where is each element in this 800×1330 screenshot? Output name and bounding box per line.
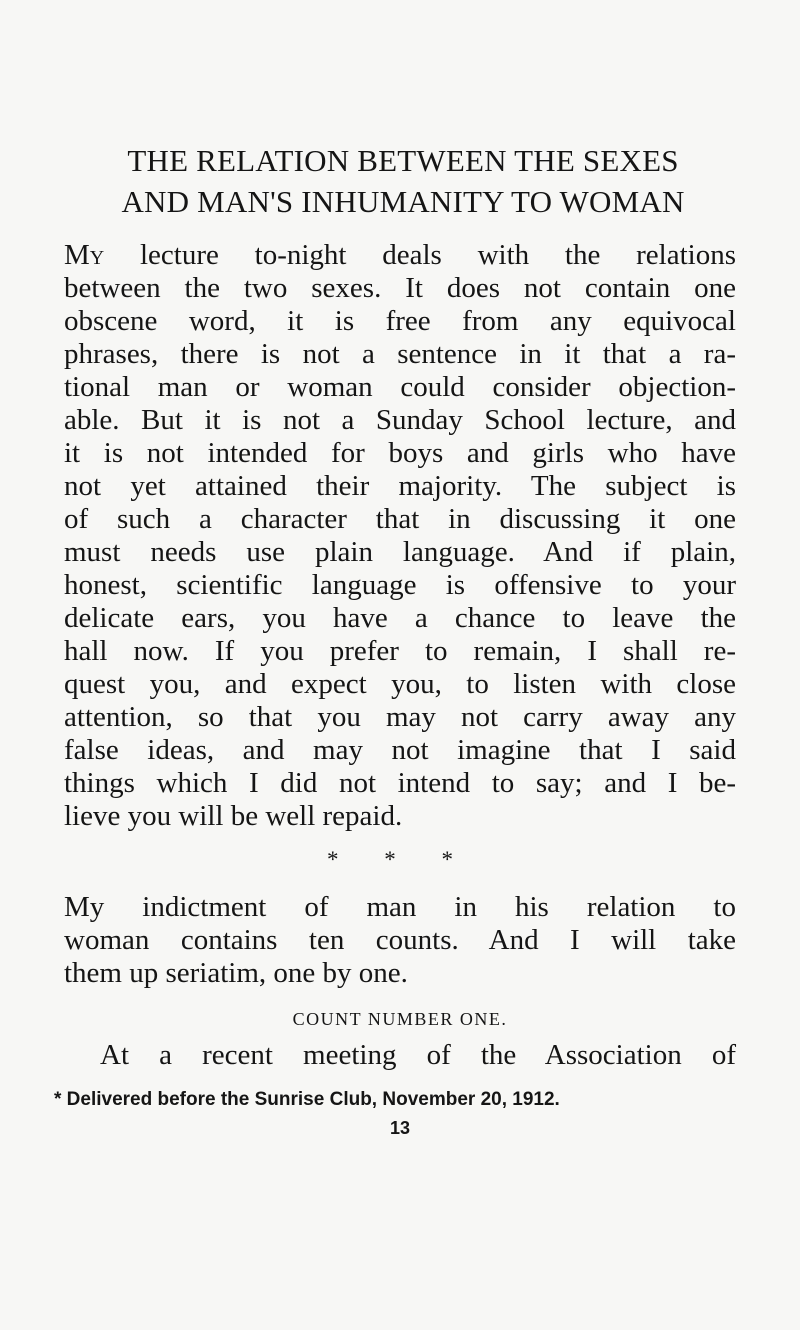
- text-line: woman contains ten counts. And I will take: [64, 924, 736, 956]
- text-line: phrases, there is not a sentence in it that a ra-: [64, 338, 736, 370]
- line-rest: lecture to-night deals with the relations: [104, 239, 736, 271]
- text-line: not yet attained their majority. The subject is: [64, 470, 736, 502]
- text-line: of such a character that in discussing it one: [64, 503, 736, 535]
- text-line: honest, scientific language is offensive to your: [64, 569, 736, 601]
- text-line: them up seriatim, one by one.: [64, 957, 408, 989]
- text-line: able. But it is not a Sunday School lecture, and: [64, 404, 736, 436]
- text-line: attention, so that you may not carry away any: [64, 701, 736, 733]
- page-number: 13: [389, 1118, 411, 1138]
- text-line: At a recent meeting of the Association of: [100, 1039, 736, 1071]
- text-line: between the two sexes. It does not contain one: [64, 272, 736, 304]
- text-line: My indictment of man in his relation to: [64, 891, 736, 923]
- text-line: must needs use plain language. And if plain,: [64, 536, 736, 568]
- section-separator: * * *: [327, 847, 473, 872]
- chapter-title-line-2: AND MAN'S INHUMANITY TO WOMAN: [121, 184, 685, 219]
- chapter-title-line-1: THE RELATION BETWEEN THE SEXES: [127, 143, 679, 178]
- text-line: delicate ears, you have a chance to leave the: [64, 602, 736, 634]
- first-word: My: [64, 239, 105, 271]
- text-line: tional man or woman could consider objection-: [64, 371, 736, 403]
- text-line: false ideas, and may not imagine that I said: [64, 734, 736, 766]
- section-heading: COUNT NUMBER ONE.: [292, 1009, 508, 1029]
- text-line: lieve you will be well repaid.: [64, 800, 403, 832]
- text-line: things which I did not intend to say; and I be-: [64, 767, 736, 799]
- text-line: quest you, and expect you, to listen with close: [64, 668, 736, 700]
- text-line: obscene word, it is free from any equivocal: [64, 305, 736, 337]
- text-line: [64, 238, 736, 272]
- footnote: * Delivered before the Sunrise Club, November 20, 1912.: [54, 1089, 560, 1110]
- text-line: hall now. If you prefer to remain, I shall re-: [64, 635, 736, 667]
- text-line: it is not intended for boys and girls who have: [64, 437, 736, 469]
